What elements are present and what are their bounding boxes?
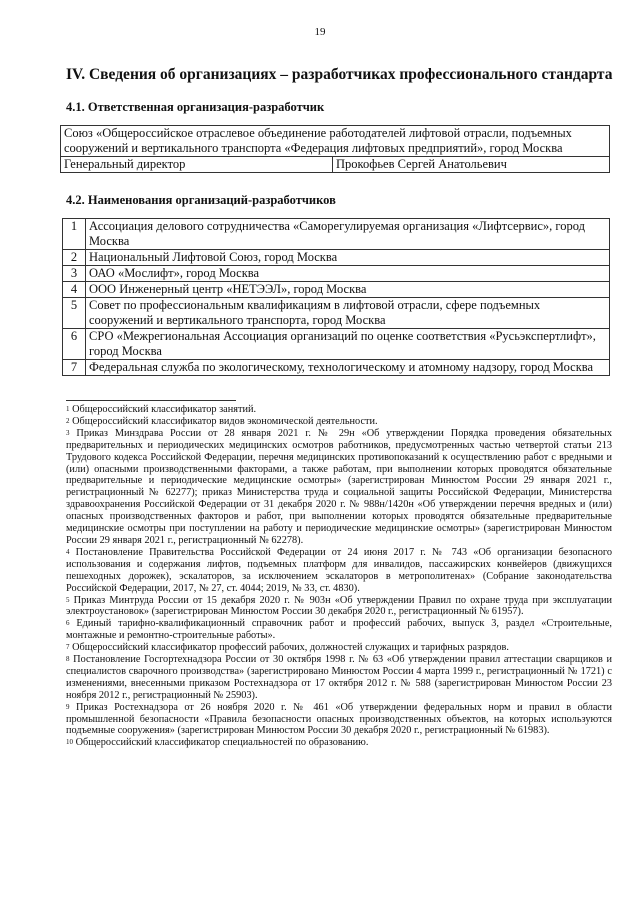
table-row	[63, 250, 610, 266]
footnote-text: Общероссийский классификатор видов экономической деятельности.	[72, 415, 378, 427]
table-row	[63, 219, 610, 250]
table-row	[63, 282, 610, 298]
footnote-text: Общероссийский классификатор профессий рабочих, должностей служащих и тарифных разрядов.	[72, 642, 509, 654]
director-name: Прокофьев Сергей Анатольевич	[333, 157, 610, 173]
footnote-mark: 2	[66, 416, 70, 425]
table-row	[61, 157, 610, 173]
responsible-organization-table	[60, 125, 610, 173]
subsection-title-responsible: 4.1. Ответственная организация-разработчик	[66, 100, 325, 114]
footnote-mark: 5	[66, 595, 70, 604]
row-number: 4	[63, 282, 86, 298]
footnote	[66, 642, 612, 654]
footnote	[66, 404, 612, 416]
footnote-mark: 7	[66, 643, 70, 652]
footnote	[66, 595, 612, 619]
organization-name: Совет по профессиональным квалификациям в лифтовой отрасли, сфере подъемных сооружений и вертикального транспорта, город Москва	[86, 298, 610, 329]
organization-name: Ассоциация делового сотрудничества «Саморегулируемая организация «Лифтсервис», город Москва	[86, 219, 610, 250]
row-number: 1	[63, 219, 86, 250]
row-number: 5	[63, 298, 86, 329]
developer-organizations-table	[62, 218, 610, 376]
table-row	[63, 298, 610, 329]
footnote-text: Общероссийский классификатор специальностей по образованию.	[75, 737, 369, 749]
footnote	[66, 702, 612, 738]
footnote	[66, 618, 612, 642]
footnote	[66, 428, 612, 547]
organization-name: ООО Инженерный центр «НЕТЭЭЛ», город Москва	[86, 282, 610, 298]
footnote-mark: 9	[66, 702, 70, 711]
section-title: IV. Сведения об организациях – разработчиках профессионального стандарта	[66, 66, 613, 83]
footnote	[66, 547, 612, 595]
organization-name: СРО «Межрегиональная Ассоциация организаций по оценке соответствия «Русьэкспертлифт», город Москва	[86, 329, 610, 360]
footnote	[66, 416, 612, 428]
footnote-mark: 10	[66, 738, 73, 747]
footnote-text: Постановление Правительства Российской Федерации от 24 июня 2017 г. № 743 «Об организации безопасного использования и содержания лифтов, подъемных платформ для инвалидов, пассажирских конвейеров (движущихся пешеходных дорожек), эскалаторов, за исключением эскалаторов в метрополитенах» (Собрание законодательства Российской Федерации, 2017, № 27, ст. 4044; 2019, № 33, ст. 4830).	[66, 546, 613, 594]
row-number: 7	[63, 360, 86, 376]
organization-name: Национальный Лифтовой Союз, город Москва	[86, 250, 610, 266]
footnote	[66, 737, 612, 749]
table-row	[63, 266, 610, 282]
table-row	[63, 360, 610, 376]
footnote-mark: 4	[66, 547, 70, 556]
footnote-text: Общероссийский классификатор занятий.	[72, 404, 257, 415]
row-number: 2	[63, 250, 86, 266]
footnote-text: Приказ Минтруда России от 15 декабря 2020 г. № 903н «Об утверждении Правил по охране труда при эксплуатации электроустановок» (зарегистрирован Минюстом России 30 декабря 2020 г., регистрационный № 61957).	[66, 594, 613, 618]
organization-name: ОАО «Мослифт», город Москва	[86, 266, 610, 282]
footnote-text: Единый тарифно-квалификационный справочник работ и профессий рабочих, выпуск 3, раздел «Строительные, монтажные и ремонтно-строительные работы».	[66, 618, 612, 642]
director-position: Генеральный директор	[61, 157, 333, 173]
table-row	[61, 126, 610, 157]
organization-name: Федеральная служба по экологическому, технологическому и атомному надзору, город Москва	[86, 360, 610, 376]
footnote-divider	[66, 400, 236, 401]
footnote-mark: 6	[66, 619, 70, 628]
subsection-title-developers: 4.2. Наименования организаций-разработчиков	[66, 193, 336, 207]
footnote-mark: 1	[66, 405, 70, 413]
page-number: 19	[314, 26, 326, 38]
organization-name: Союз «Общероссийское отраслевое объединение работодателей лифтовой отрасли, подъемных сооружений и вертикального транспорта «Федерация лифтовых предприятий», город Москва	[61, 126, 610, 157]
footnotes	[66, 404, 612, 749]
table-row	[63, 329, 610, 360]
footnote-text: Постановление Госгортехнадзора России от 30 октября 1998 г. № 63 «Об утверждении правил аттестации сварщиков и специалистов сварочного производства» (зарегистрировано Минюстом России 4 марта 1999 г., регистрационный № 1721) с изменениями, внесенными приказом Ростехнадзора от 17 октября 2012 г. № 588 (зарегистрирован Минюстом России 23 ноября 2012 г., регистрационный № 25903).	[66, 654, 613, 701]
footnote-mark: 8	[66, 655, 70, 664]
footnote-text: Приказ Ростехнадзора от 26 ноября 2020 г. № 461 «Об утверждении федеральных норм и правил в области промышленной безопасности «Правила безопасности опасных производственных объектов, на которых используются подъемные сооружения» (зарегистрирован Минюстом России 30 декабря 2020 г., регистрационный № 61983).	[66, 701, 613, 737]
footnote-mark: 3	[66, 428, 70, 437]
footnote	[66, 654, 612, 702]
footnote-text: Приказ Минздрава России от 28 января 2021 г. № 29н «Об утверждении Порядка проведения обязательных предварительных и периодических медицинских осмотров работников, предусмотренных частью четвертой статьи 213 Трудового кодекса Российской Федерации, перечня медицинских противопоказаний к осуществлению работ с вредными и (или) опасными производственными факторами, а также работам, при выполнении которых проводятся обязательные предварительные и периодические медицинские осмотры» (зарегистрирован Минюстом России 29 января 2021 г., регистрационный № 62277); приказ Министерства труда и социальной защиты Российской Федерации, Министерства здравоохранения Российской Федерации от 31 декабря 2020 г. № 988н/1420н «Об утверждении перечня вредных и (или) опасных производственных факторов и работ, при выполнении которых проводятся обязательные предварительные медицинские осмотры при поступлении на работу и периодические медицинские осмотры» (зарегистрирован Минюстом России 29 января 2021 г., регистрационный № 62278).	[66, 427, 612, 546]
row-number: 3	[63, 266, 86, 282]
row-number: 6	[63, 329, 86, 360]
